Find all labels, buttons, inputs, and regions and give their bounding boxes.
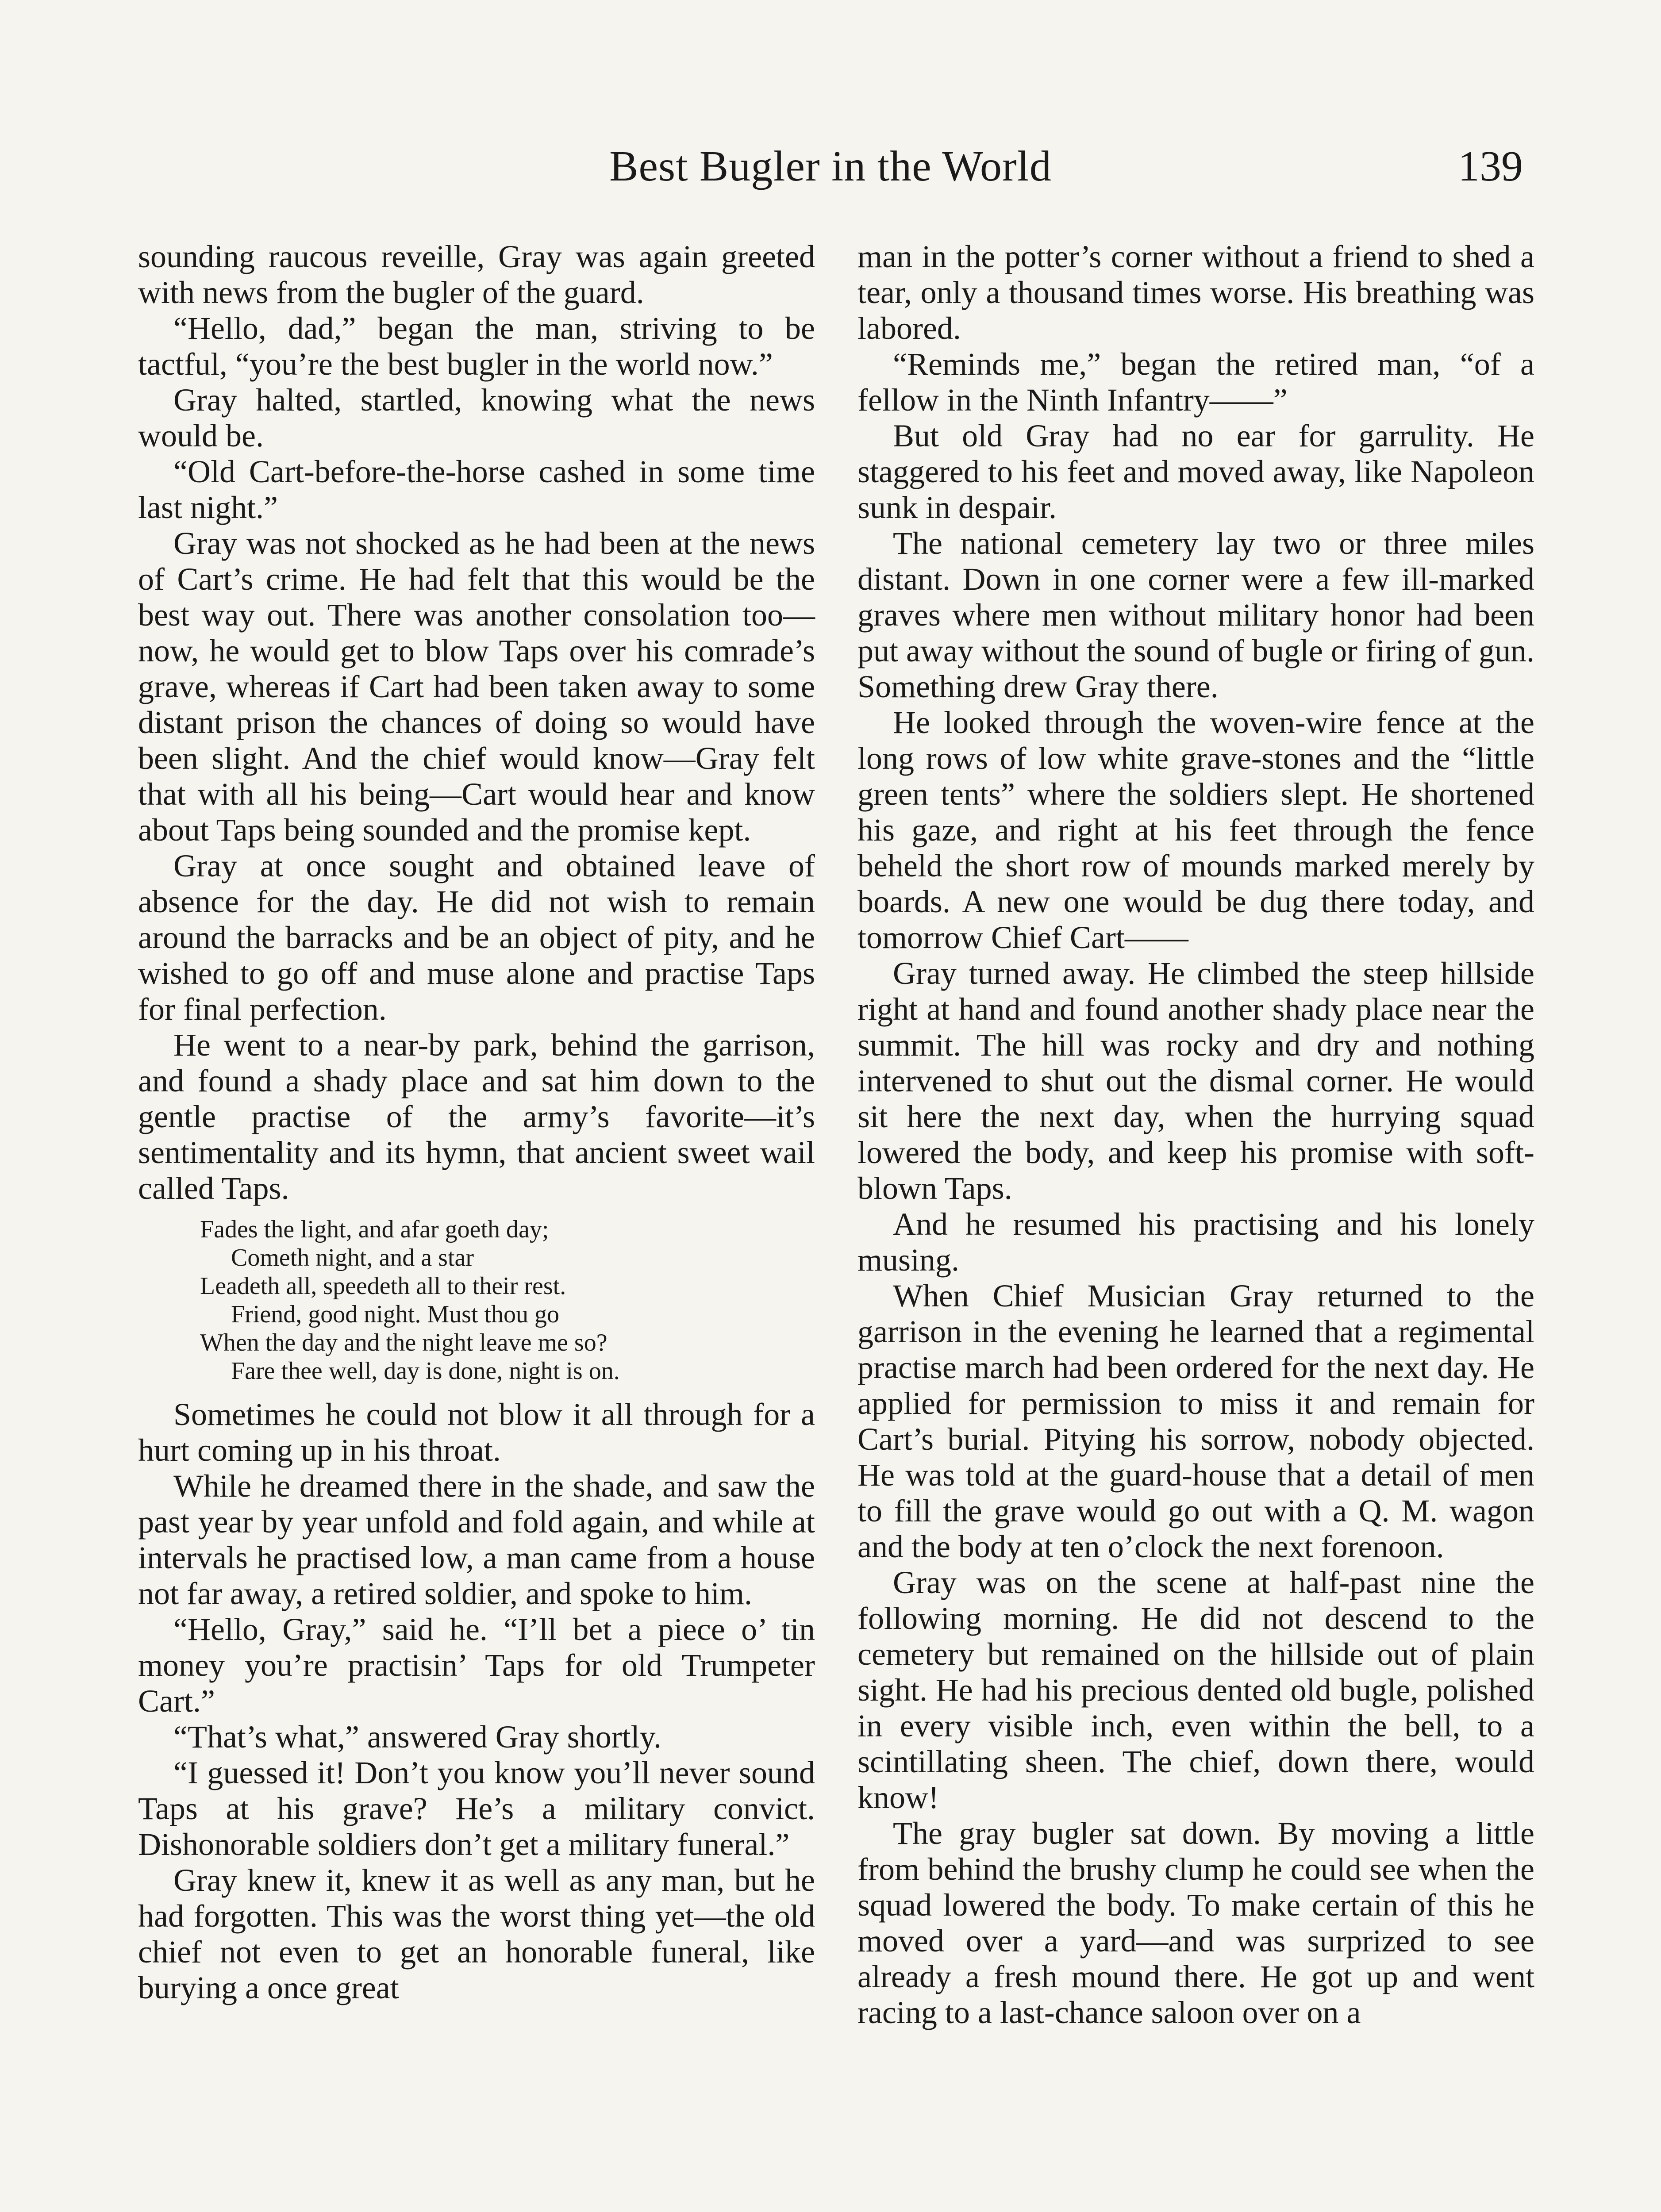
verse-line: When the day and the night leave me so?: [200, 1329, 607, 1356]
paragraph: Gray turned away. He climbed the steep hillside right at hand and found another shady place near the summit. The hill was rocky and dry and nothing intervened to shut out the dismal corner. He would sit here the next day, when the hurrying squad lowered the body, and keep his promise with soft-blown Taps.: [857, 956, 1534, 1206]
paragraph: Gray knew it, knew it as well as any man, but he had forgotten. This was the worst thing yet—the old chief not even to get an honorable funeral, like burying a once great: [138, 1863, 815, 2005]
verse-line: Friend, good night. Must thou go: [231, 1301, 560, 1328]
verse-line: Fare thee well, day is done, night is on.: [231, 1357, 620, 1385]
paragraph: “Old Cart-before-the-horse cashed in some time last night.”: [138, 454, 815, 525]
right-column: [857, 239, 1534, 2031]
paragraph: The gray bugler sat down. By moving a little from behind the brushy clump he could see when the squad lowered the body. To make certain of this he moved over a yard—and was surprized to see already a fresh mound there. He got up and went racing to a last-chance saloon over on a: [857, 1816, 1534, 2030]
left-column: [138, 239, 815, 2006]
paragraph: Sometimes he could not blow it all through for a hurt coming up in his throat.: [138, 1397, 815, 1468]
paragraph: When Chief Musician Gray returned to the garrison in the evening he learned that a regimental practise march had been ordered for the next day. He applied for permission to miss it and remain for Cart’s burial. Pitying his sorrow, nobody objected. He was told at the guard-house that a detail of men to fill the grave would go out with a Q. M. wagon and the body at ten o’clock the next forenoon.: [857, 1278, 1534, 1564]
verse-line: Leadeth all, speedeth all to their rest.: [200, 1272, 566, 1300]
paragraph: “That’s what,” answered Gray shortly.: [173, 1719, 661, 1755]
paragraph: Gray at once sought and obtained leave of absence for the day. He did not wish to remain around the barracks and be an object of pity, and he wished to go off and muse alone and practise Taps for final perfection.: [138, 848, 815, 1027]
paragraph: “Hello, dad,” began the man, striving to be tactful, “you’re the best bugler in the world now.”: [138, 311, 815, 382]
paragraph: The national cemetery lay two or three miles distant. Down in one corner were a few ill-marked graves where men without military honor had been put away without the sound of bugle or firing of gun. Something drew Gray there.: [857, 526, 1534, 704]
paragraph: Gray was on the scene at half-past nine the following morning. He did not descend to the cemetery but remained on the hillside out of plain sight. He had his precious dented old bugle, polished in every visible inch, even within the bell, to a scintillating sheen. The chief, down there, would know!: [857, 1565, 1534, 1815]
paragraph: “I guessed it! Don’t you know you’ll never sound Taps at his grave? He’s a military convict. Dishonorable soldiers don’t get a military funeral.”: [138, 1755, 815, 1862]
paragraph: He went to a near-by park, behind the garrison, and found a shady place and sat him down to the gentle practise of the army’s favorite—it’s sentimentality and its hymn, that ancient sweet wail called Taps.: [138, 1027, 815, 1206]
paragraph: Gray was not shocked as he had been at the news of Cart’s crime. He had felt that this would be the best way out. There was another consolation too—now, he would get to blow Taps over his comrade’s grave, whereas if Cart had been taken away to some distant prison the chances of doing so would have been slight. And the chief would know—Gray felt that with all his being—Cart would hear and know about Taps being sounded and the promise kept.: [138, 526, 815, 848]
paragraph: “Reminds me,” began the retired man, “of a fellow in the Ninth Infantry——”: [857, 346, 1534, 418]
running-title: Best Bugler in the World: [609, 142, 1052, 190]
paragraph: He looked through the woven-wire fence at the long rows of low white grave-stones and the “little green tents” where the soldiers slept. He shortened his gaze, and right at his feet through the fence beheld the short row of mounds marked merely by boards. A new one would be dug there today, and tomorrow Chief Cart——: [857, 705, 1534, 955]
verse-line: Cometh night, and a star: [231, 1244, 474, 1271]
paragraph: “Hello, Gray,” said he. “I’ll bet a piece o’ tin money you’re practisin’ Taps for old Trumpeter Cart.”: [138, 1612, 815, 1719]
page-number: 139: [1458, 142, 1523, 190]
paragraph: man in the potter’s corner without a friend to shed a tear, only a thousand times worse. His breathing was labored.: [857, 239, 1534, 346]
page-header: [138, 133, 1523, 208]
taps-verse: [138, 1215, 815, 1385]
paragraph: While he dreamed there in the shade, and saw the past year by year unfold and fold again, and while at intervals he practised low, a man came from a house not far away, a retired soldier, and spoke to him.: [138, 1468, 815, 1611]
paragraph: But old Gray had no ear for garrulity. He staggered to his feet and moved away, like Napoleon sunk in despair.: [857, 418, 1534, 525]
paragraph: Gray halted, startled, knowing what the news would be.: [138, 382, 815, 453]
paragraph: sounding raucous reveille, Gray was again greeted with news from the bugler of the guard.: [138, 239, 815, 310]
paragraph: And he resumed his practising and his lonely musing.: [857, 1206, 1534, 1278]
verse-line: Fades the light, and afar goeth day;: [200, 1216, 549, 1243]
